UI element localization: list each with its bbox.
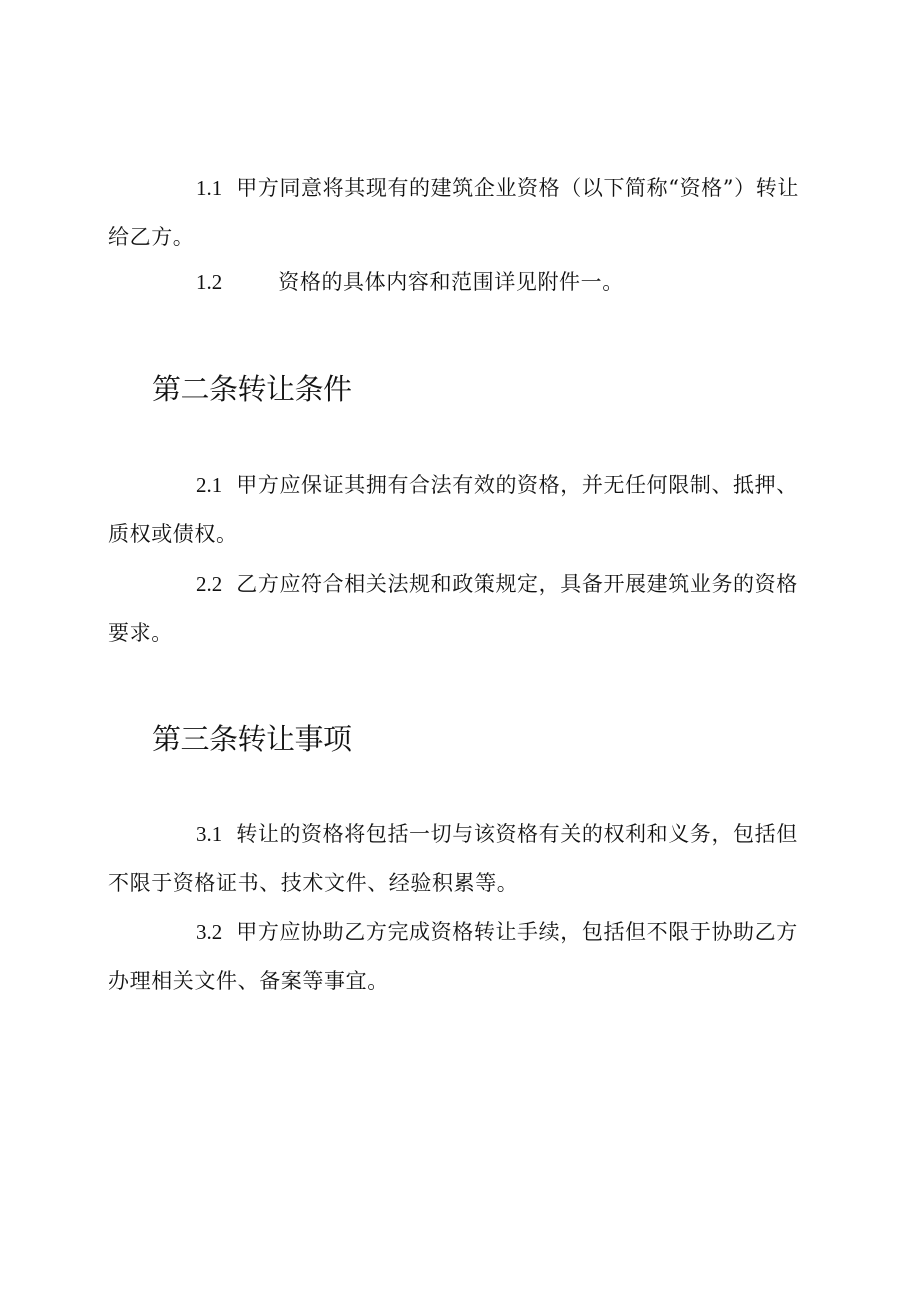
clause-number: 1.2 bbox=[196, 270, 223, 294]
clause-number: 1.1 bbox=[196, 176, 223, 200]
clause-2-1 bbox=[108, 461, 808, 559]
clause-number: 3.1 bbox=[196, 822, 223, 846]
clause-text: 甲方同意将其现有的建筑企业资格（以下简称“资格”）转让给乙方。 bbox=[108, 176, 799, 249]
clause-text: 乙方应符合相关法规和政策规定，具备开展建筑业务的资格要求。 bbox=[108, 572, 798, 645]
section-heading-2: 第二条转让条件 bbox=[152, 372, 352, 406]
clause-number: 3.2 bbox=[196, 920, 223, 944]
clause-2-2 bbox=[108, 560, 808, 658]
clause-text: 转让的资格将包括一切与该资格有关的权利和义务，包括但不限于资格证书、技术文件、经验积累等。 bbox=[108, 822, 798, 895]
clause-text: 甲方应协助乙方完成资格转让手续，包括但不限于协助乙方办理相关文件、备案等事宜。 bbox=[108, 920, 798, 993]
clause-1-1 bbox=[108, 164, 808, 262]
clause-text: 资格的具体内容和范围详见附件一。 bbox=[278, 270, 624, 294]
clause-3-1 bbox=[108, 810, 808, 908]
clause-text: 甲方应保证其拥有合法有效的资格，并无任何限制、抵押、质权或债权。 bbox=[108, 473, 798, 546]
clause-1-2 bbox=[108, 258, 808, 307]
clause-number: 2.1 bbox=[196, 473, 223, 497]
section-heading-3: 第三条转让事项 bbox=[152, 722, 352, 756]
clause-3-2 bbox=[108, 908, 808, 1006]
clause-number: 2.2 bbox=[196, 572, 223, 596]
